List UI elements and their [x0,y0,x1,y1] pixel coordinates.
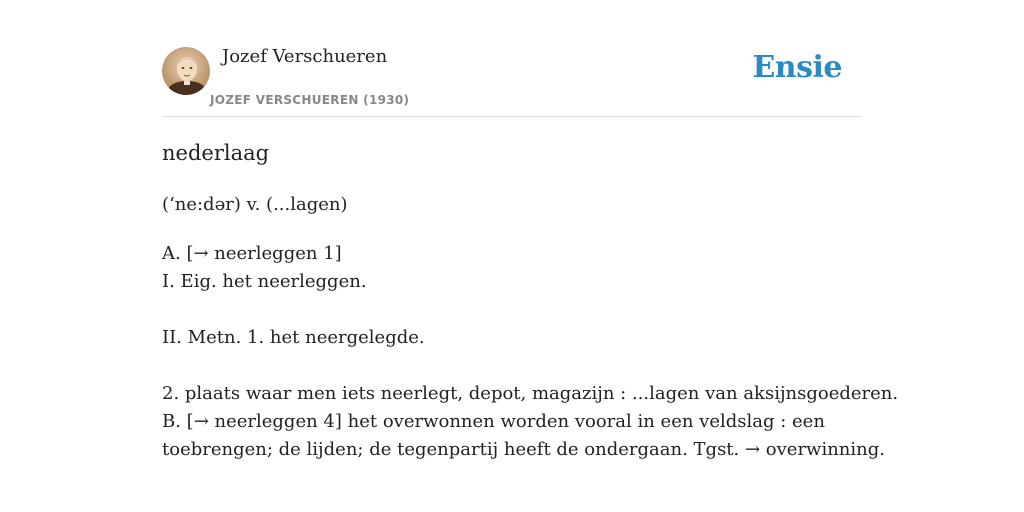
definition-line: A. [→ neerleggen 1] [162,243,342,264]
entry-definition [162,240,899,464]
definition-line: B. [→ neerleggen 4] het overwonnen worden vooral in een veldslag : een [162,411,825,432]
definition-line: toebrengen; de lijden; de tegenpartij heeft de ondergaan. Tgst. → overwinning. [162,439,885,460]
ensie-logo-link[interactable]: Ensie [752,50,842,85]
entry-pronunciation: (ʻne:dər) v. (...lagen) [162,194,348,215]
entry-title: nederlaag [162,141,270,165]
definition-line [162,352,862,380]
definition-line [162,296,862,324]
definition-line: 2. plaats waar men iets neerlegt, depot, magazijn : ...lagen van aksijnsgoederen. [162,383,899,404]
author-name[interactable]: Jozef Verschueren [222,46,388,67]
definition-line: I. Eig. het neerleggen. [162,271,367,292]
page [162,0,899,460]
author-avatar[interactable] [162,47,210,95]
author-subtitle: JOZEF VERSCHUEREN (1930) [210,93,410,107]
portrait-image [162,47,210,95]
definition-line: II. Metn. 1. het neergelegde. [162,327,425,348]
header [162,0,862,117]
